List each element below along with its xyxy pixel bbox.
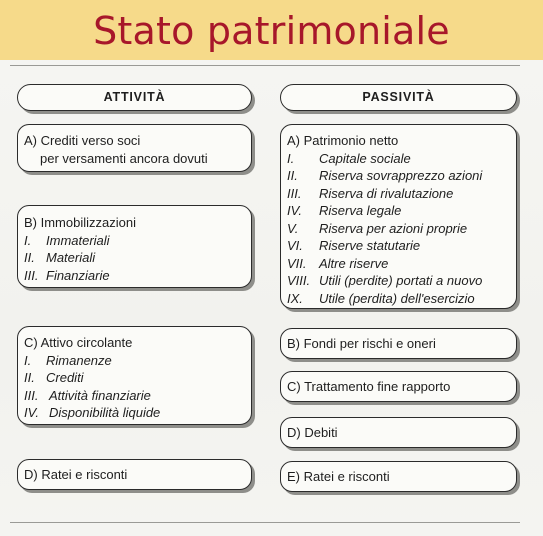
list-item: VI. Riserve statutarie — [287, 238, 421, 253]
list-item: III. Finanziarie — [24, 267, 110, 283]
attivita-b-title: B) Immobilizzazioni — [24, 215, 136, 230]
passivita-header — [280, 84, 517, 111]
list-item: V. Riserva per azioni proprie — [287, 220, 468, 236]
passivita-section-c — [280, 371, 517, 402]
attivita-d-title: D) Ratei e risconti — [24, 466, 128, 482]
attivita-c-title: C) Attivo circolante — [24, 335, 133, 350]
page-title: Stato patrimoniale — [93, 9, 450, 53]
passivita-section-d — [280, 417, 517, 448]
top-divider — [10, 65, 520, 66]
attivita-a-subtitle: per versamenti ancora dovuti — [40, 150, 208, 166]
passivita-b-title: B) Fondi per rischi e oneri — [287, 335, 436, 351]
attivita-section-c — [17, 326, 252, 425]
passivita-d-title: D) Debiti — [287, 424, 338, 440]
attivita-header — [17, 84, 252, 111]
list-item: VII. Altre riserve — [287, 255, 389, 271]
list-item: I. Capitale sociale — [287, 150, 411, 166]
passivita-header-label: PASSIVITÀ — [362, 89, 435, 104]
attivita-b-list — [24, 232, 251, 285]
passivita-a-list — [287, 150, 516, 308]
list-item: IV. Disponibilità liquide — [24, 405, 161, 420]
list-item: III. Riserva di rivalutazione — [287, 185, 454, 201]
attivita-a-title: A) Crediti verso soci — [24, 133, 141, 148]
list-item: II. Crediti — [24, 370, 84, 385]
attivita-c-list — [24, 352, 251, 422]
attivita-section-a — [17, 124, 252, 172]
list-item: II. Materiali — [24, 250, 96, 265]
list-item: I. Rimanenze — [24, 352, 112, 368]
list-item: I. Immateriali — [24, 232, 110, 248]
list-item: IV. Riserva legale — [287, 203, 402, 218]
passivita-section-b — [280, 328, 517, 359]
bottom-divider — [10, 522, 520, 523]
attivita-header-label: ATTIVITÀ — [103, 89, 166, 104]
attivita-section-d — [17, 459, 252, 490]
list-item: IX. Utile (perdita) dell'esercizio — [287, 290, 475, 306]
list-item: VIII. Utili (perdite) portati a nuovo — [287, 273, 483, 288]
passivita-c-title: C) Trattamento fine rapporto — [287, 378, 451, 394]
list-item: III. Attività finanziarie — [24, 387, 151, 403]
passivita-section-a — [280, 124, 517, 309]
title-banner — [0, 0, 543, 60]
attivita-section-b — [17, 205, 252, 288]
passivita-a-title: A) Patrimonio netto — [287, 133, 399, 148]
passivita-section-e — [280, 461, 517, 492]
passivita-e-title: E) Ratei e risconti — [287, 468, 390, 484]
list-item: II. Riserva sovrapprezzo azioni — [287, 168, 483, 183]
